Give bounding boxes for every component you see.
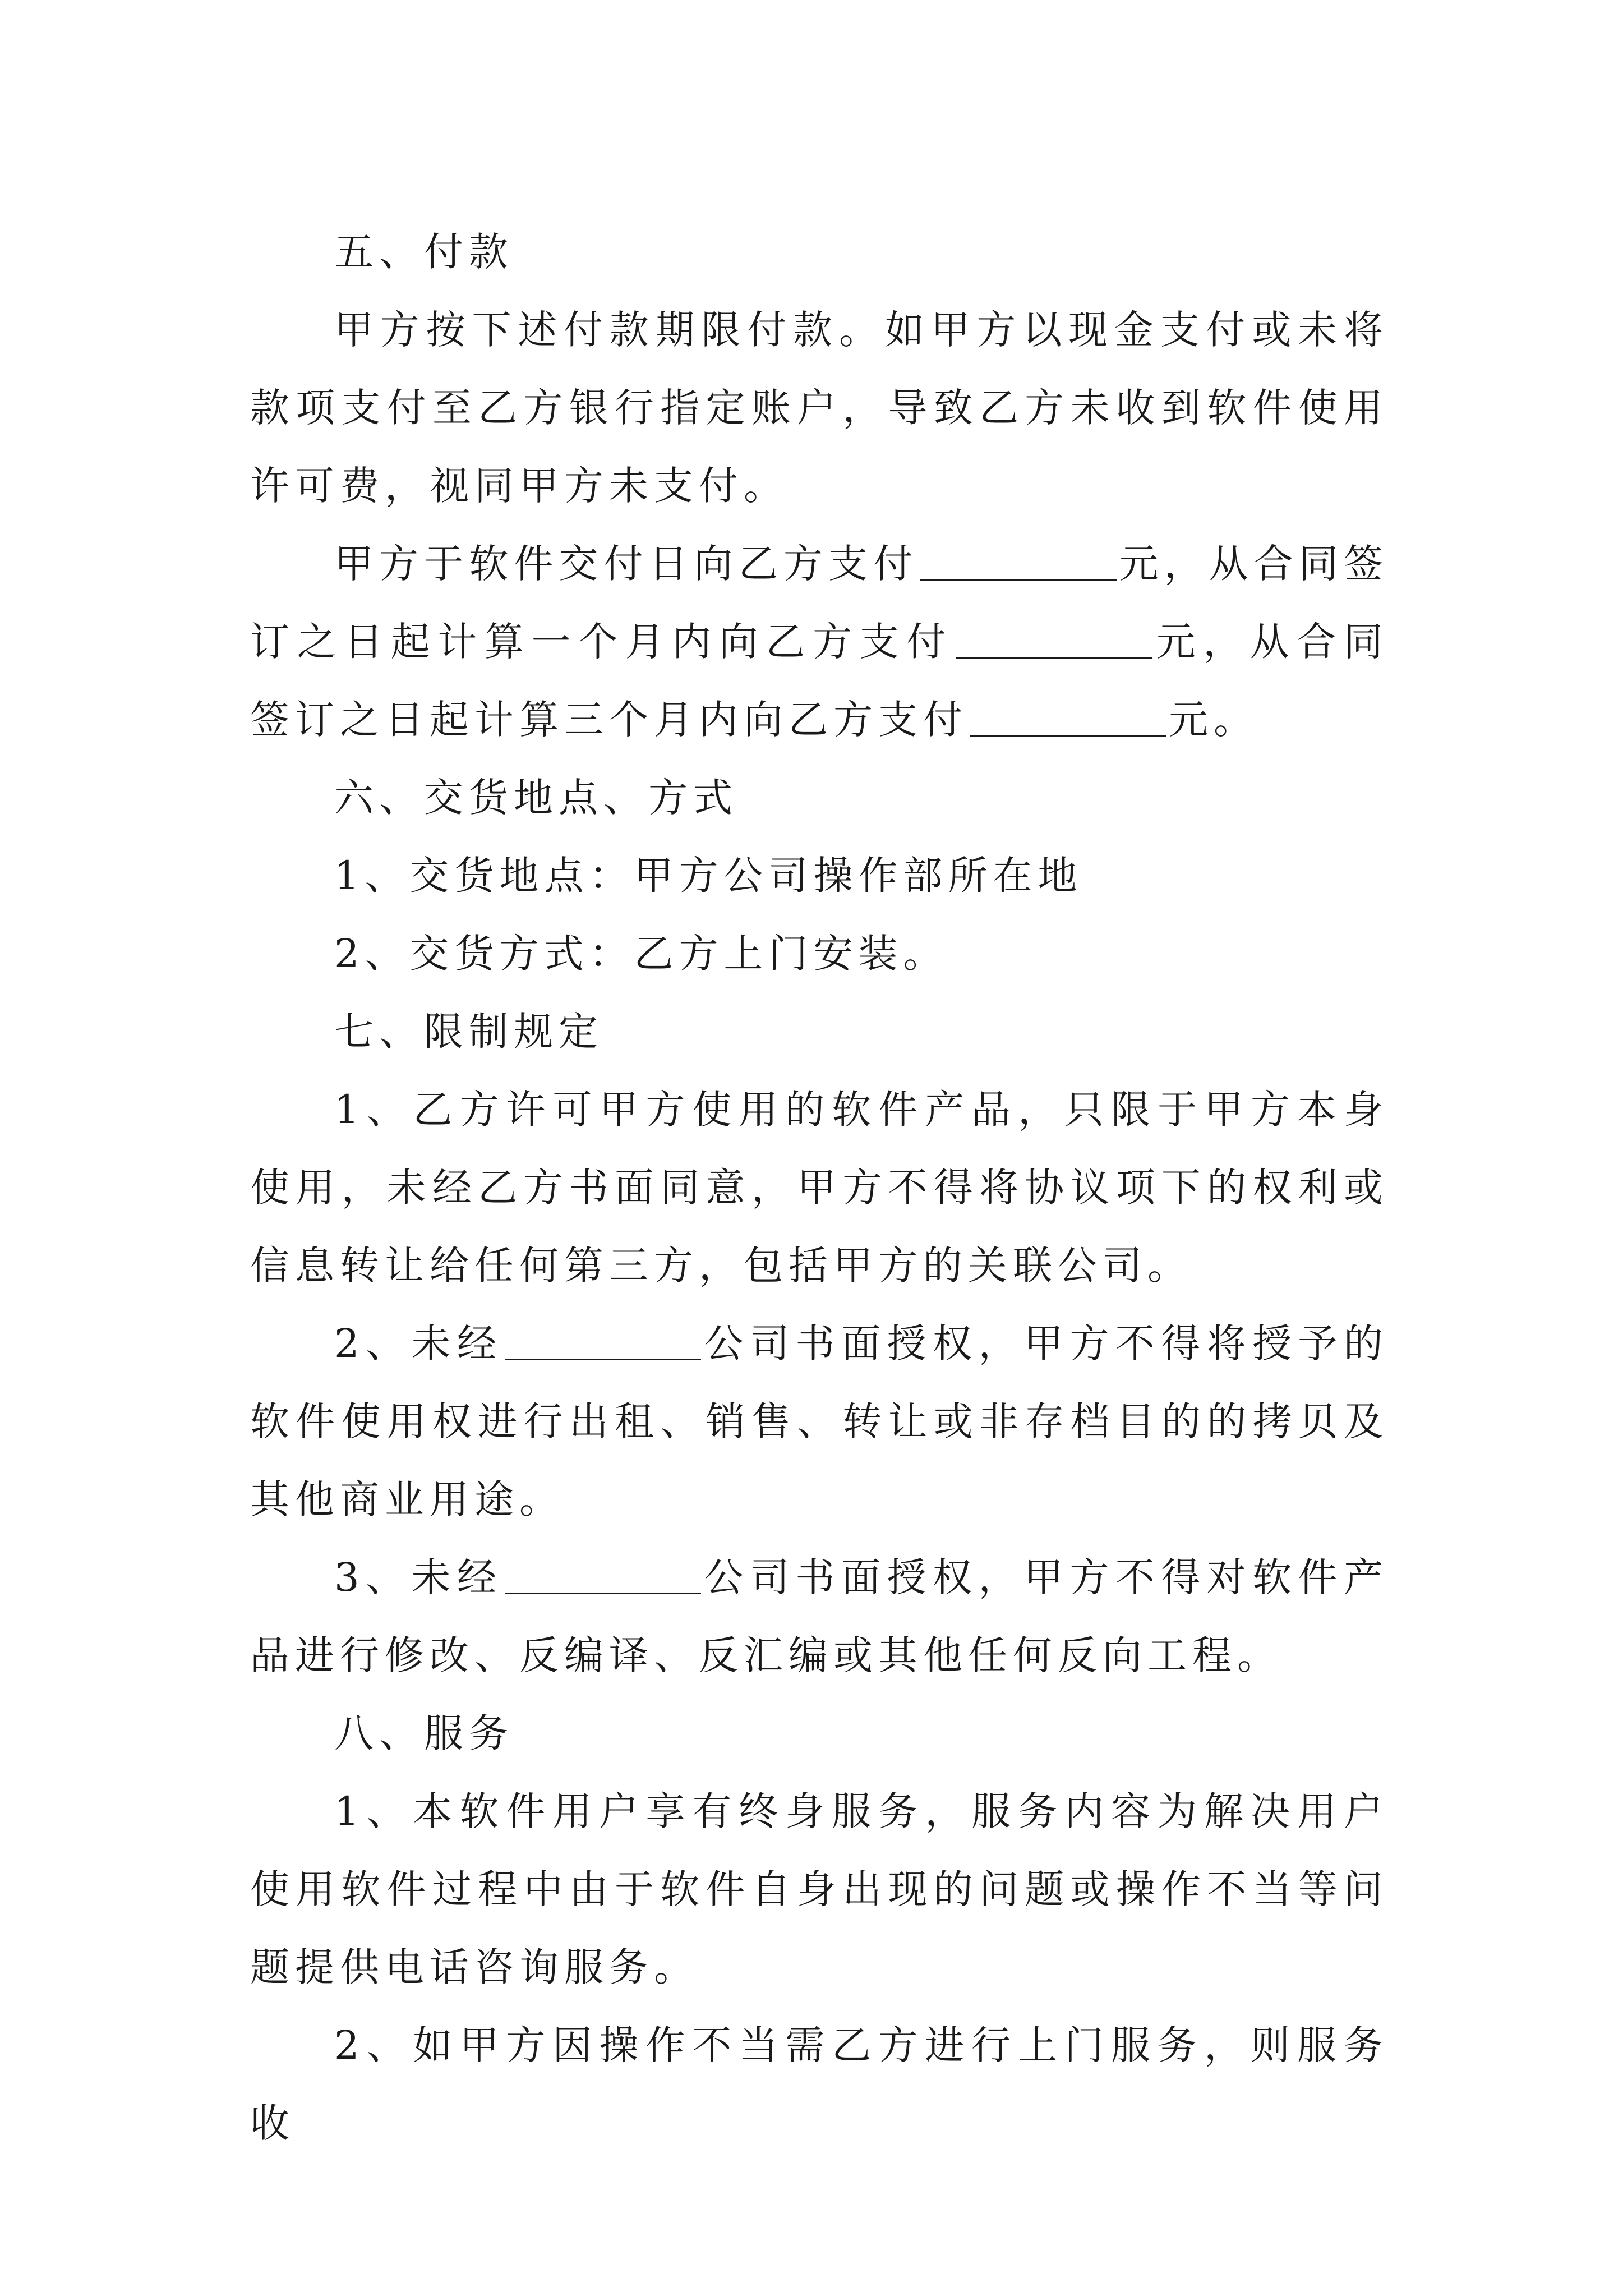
delivery-location-item: 1、交货地点：甲方公司操作部所在地 (334, 853, 1083, 899)
delivery-method-item: 2、交货方式：乙方上门安装。 (334, 931, 948, 977)
section-heading-payment: 五、付款 (334, 229, 514, 275)
payment-terms-paragraph: 甲方按下述付款期限付款。如甲方以现金支付或未将款项支付至乙方银行指定账户，导致乙方未收到软件使用许可费，视同甲方未支付。 (250, 307, 1389, 509)
section-heading-service: 八、服务 (334, 1710, 514, 1756)
restriction-item-2 (250, 1305, 1389, 1539)
service-item-2: 2、如甲方因操作不当需乙方进行上门服务，则服务收 (250, 2022, 1389, 2146)
restriction-2-text-b: 公司书面授权，甲方不得将授予的软件使用权进行出租、销售、转让或非存档目的的拷贝及其他商业用途。 (250, 1320, 1389, 1522)
restriction-3-text-a: 3、未经 (334, 1554, 503, 1600)
document-body (250, 213, 1389, 2162)
section-heading-restrictions: 七、限制规定 (334, 1009, 603, 1055)
payment-schedule-paragraph (250, 525, 1389, 759)
restriction-item-1: 1、乙方许可甲方使用的软件产品，只限于甲方本身使用，未经乙方书面同意，甲方不得将协议项下的权利或信息转让给任何第三方，包括甲方的关联公司。 (250, 1087, 1389, 1289)
payment-text-1: 甲方于软件交付日向乙方支付 (334, 541, 919, 587)
amount-blank-1 (920, 540, 1117, 581)
amount-blank-2 (956, 618, 1152, 659)
payment-text-3: 元，从合同签订之日起计算三个月内向乙方支付 (250, 619, 1389, 743)
section-heading-delivery: 六、交货地点、方式 (334, 775, 738, 821)
restriction-3-text-b: 公司书面授权，甲方不得对软件产品进行修改、反编译、反汇编或其他任何反向工程。 (250, 1554, 1389, 1678)
company-blank-1 (505, 1319, 701, 1360)
company-blank-2 (505, 1553, 701, 1594)
payment-text-2: 元，从合同签订之日起计算一个月内向乙方支付 (250, 541, 1389, 665)
restriction-item-3 (250, 1539, 1389, 1695)
service-item-1: 1、本软件用户享有终身服务，服务内容为解决用户使用软件过程中由于软件自身出现的问题或操作不当等问题提供电话咨询服务。 (250, 1788, 1389, 1990)
restriction-2-text-a: 2、未经 (334, 1320, 503, 1366)
amount-blank-3 (970, 696, 1166, 737)
payment-text-4: 元。 (1169, 697, 1258, 743)
